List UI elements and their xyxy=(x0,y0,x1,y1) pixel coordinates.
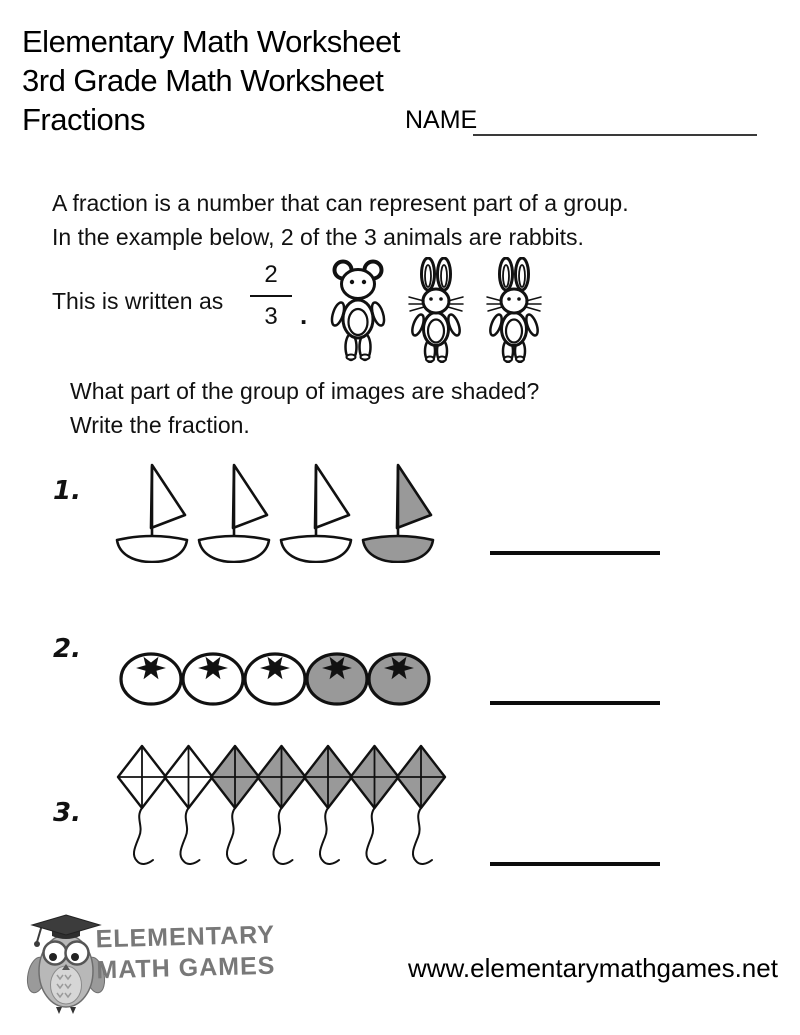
sailboat-icon xyxy=(281,465,351,562)
answer-line-1[interactable] xyxy=(490,551,660,555)
name-input-line[interactable] xyxy=(473,134,757,136)
example-animals-image xyxy=(330,257,544,363)
berry-icon xyxy=(245,654,305,704)
worksheet-topic: Fractions xyxy=(22,102,145,137)
fraction-numerator: 2 xyxy=(264,261,278,288)
question-2-shapes xyxy=(118,650,433,707)
prompt-line-1: What part of the group of images are shaded? xyxy=(70,378,540,404)
logo-line-2: MATH GAMES xyxy=(96,951,276,985)
question-2-number: 2. xyxy=(53,634,81,664)
intro-paragraph xyxy=(52,186,629,254)
fraction-denominator: 3 xyxy=(264,303,278,330)
logo-text xyxy=(95,920,276,987)
kite-icon-shaded xyxy=(304,746,352,864)
berry-icon xyxy=(121,654,181,704)
logo-line-1: ELEMENTARY xyxy=(95,920,276,954)
intro-line-1: A fraction is a number that can represent part of a group. xyxy=(52,190,629,216)
kite-icon-shaded xyxy=(351,746,399,864)
question-1-number: 1. xyxy=(53,476,81,506)
sailboat-icon xyxy=(199,465,269,562)
rabbit-icon xyxy=(409,258,463,362)
bear-icon xyxy=(330,262,386,361)
worksheet-subtitle: 3rd Grade Math Worksheet xyxy=(22,63,384,98)
example-period: . xyxy=(300,300,308,330)
sailboat-icon xyxy=(117,465,187,562)
kite-icon xyxy=(165,746,213,864)
answer-line-3[interactable] xyxy=(490,862,660,866)
worksheet-title: Elementary Math Worksheet xyxy=(22,24,401,59)
berry-icon-shaded xyxy=(369,654,429,704)
name-label: NAME xyxy=(405,106,478,134)
kite-icon-shaded xyxy=(211,746,259,864)
kite-icon-shaded xyxy=(258,746,306,864)
berry-icon-shaded xyxy=(307,654,367,704)
kite-icon xyxy=(118,746,166,864)
worksheet-header xyxy=(22,22,400,139)
sailboat-icon-shaded xyxy=(363,465,433,562)
example-fraction xyxy=(248,261,294,331)
intro-line-2: In the example below, 2 of the 3 animals are rabbits. xyxy=(52,224,584,250)
question-3-shapes xyxy=(116,744,448,871)
question-3-number: 3. xyxy=(53,798,81,828)
rabbit-icon xyxy=(487,258,541,362)
question-prompt xyxy=(70,374,539,442)
prompt-line-2: Write the fraction. xyxy=(70,412,250,438)
berry-icon xyxy=(183,654,243,704)
kite-icon-shaded xyxy=(397,746,445,864)
example-text: This is written as xyxy=(52,288,224,314)
question-1-shapes xyxy=(112,461,442,563)
website-url: www.elementarymathgames.net xyxy=(408,953,778,983)
answer-line-2[interactable] xyxy=(490,701,660,705)
